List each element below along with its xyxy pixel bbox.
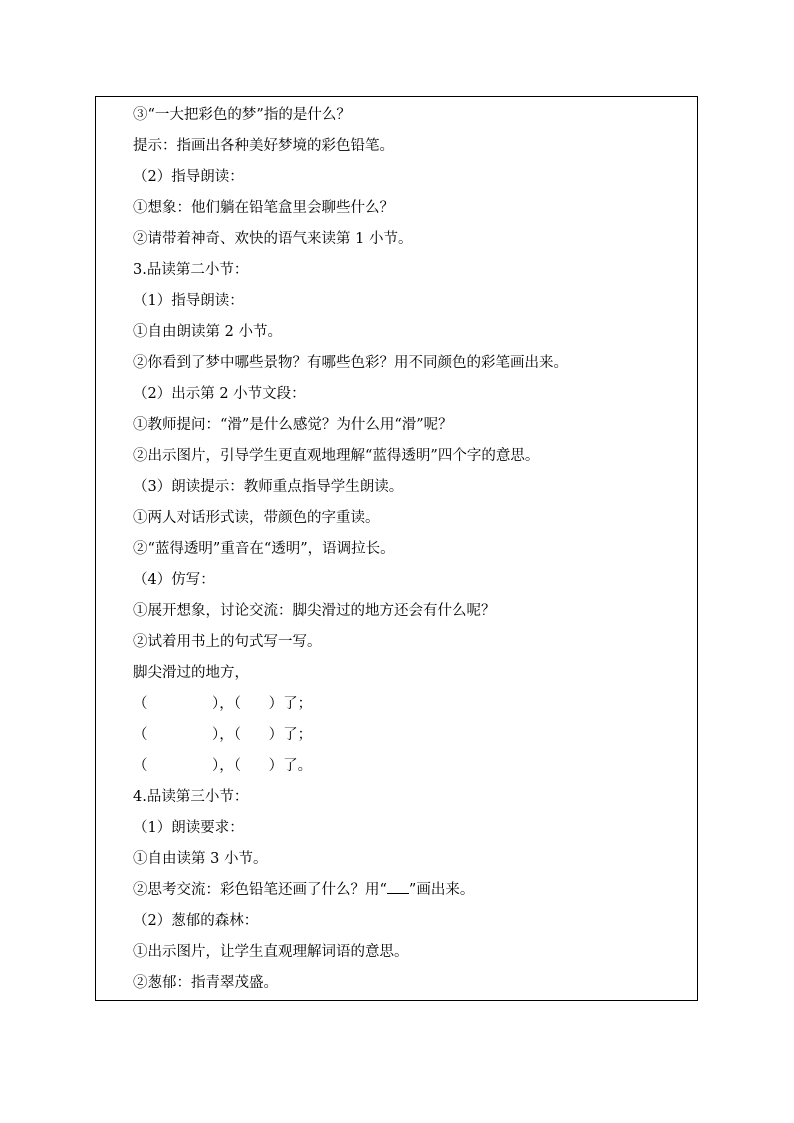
- text-line: 脚尖滑过的地方，: [133, 665, 249, 681]
- underline-blank: [387, 881, 409, 894]
- text-line: ②试着用书上的句式写一写。: [133, 634, 322, 650]
- blank-line: （ ），（ ）了。: [133, 758, 313, 774]
- text-line: ②出示图片，引导学生更直观地理解“蓝得透明”四个字的意思。: [133, 448, 540, 464]
- text-line: ②请带着神奇、欢快的语气来读第 1 小节。: [133, 231, 413, 247]
- text-line: ③“一大把彩色的梦”指的是什么？: [133, 107, 351, 123]
- blank-line: （ ），（ ）了；: [133, 696, 313, 712]
- text-line: （1）朗读要求：: [133, 820, 244, 836]
- text-segment: ②思考交流：彩色铅笔还画了什么？用“: [133, 882, 387, 898]
- text-line: （3）朗读提示：教师重点指导学生朗读。: [133, 479, 404, 495]
- blank-line: （ ），（ ）了；: [133, 727, 313, 743]
- text-line: ①两人对话形式读，带颜色的字重读。: [133, 510, 380, 526]
- text-line: ①教师提问：“滑”是什么感觉？为什么用“滑”呢？: [133, 417, 453, 433]
- text-line: ②你看到了梦中哪些景物？有哪些色彩？用不同颜色的彩笔画出来。: [133, 355, 568, 371]
- text-segment: ”画出来。: [408, 882, 475, 898]
- text-line: 提示：指画出各种美好梦境的彩色铅笔。: [133, 138, 394, 154]
- text-line: （1）指导朗读：: [133, 293, 244, 309]
- lesson-table-cell: [95, 96, 698, 1001]
- text-line: （2）出示第 2 小节文段：: [133, 386, 306, 402]
- text-line-with-blank: [133, 881, 474, 899]
- text-line: （2）葱郁的森林：: [133, 913, 259, 929]
- text-line: （4）仿写：: [133, 572, 215, 588]
- text-line: ①想象：他们躺在铅笔盒里会聊些什么？: [133, 200, 394, 216]
- text-line: 3.品读第二小节：: [133, 262, 249, 278]
- text-line: （2）指导朗读：: [133, 169, 244, 185]
- text-line: ①自由朗读第 2 小节。: [133, 324, 282, 340]
- text-line: ①展开想象，讨论交流：脚尖滑过的地方还会有什么呢？: [133, 603, 496, 619]
- text-line: 4.品读第三小节：: [133, 789, 249, 805]
- text-line: ②葱郁：指青翠茂盛。: [133, 975, 278, 991]
- text-line: ①出示图片，让学生直观理解词语的意思。: [133, 944, 409, 960]
- text-line: ②“蓝得透明”重音在“透明”，语调拉长。: [133, 541, 395, 557]
- text-line: ①自由读第 3 小节。: [133, 851, 268, 867]
